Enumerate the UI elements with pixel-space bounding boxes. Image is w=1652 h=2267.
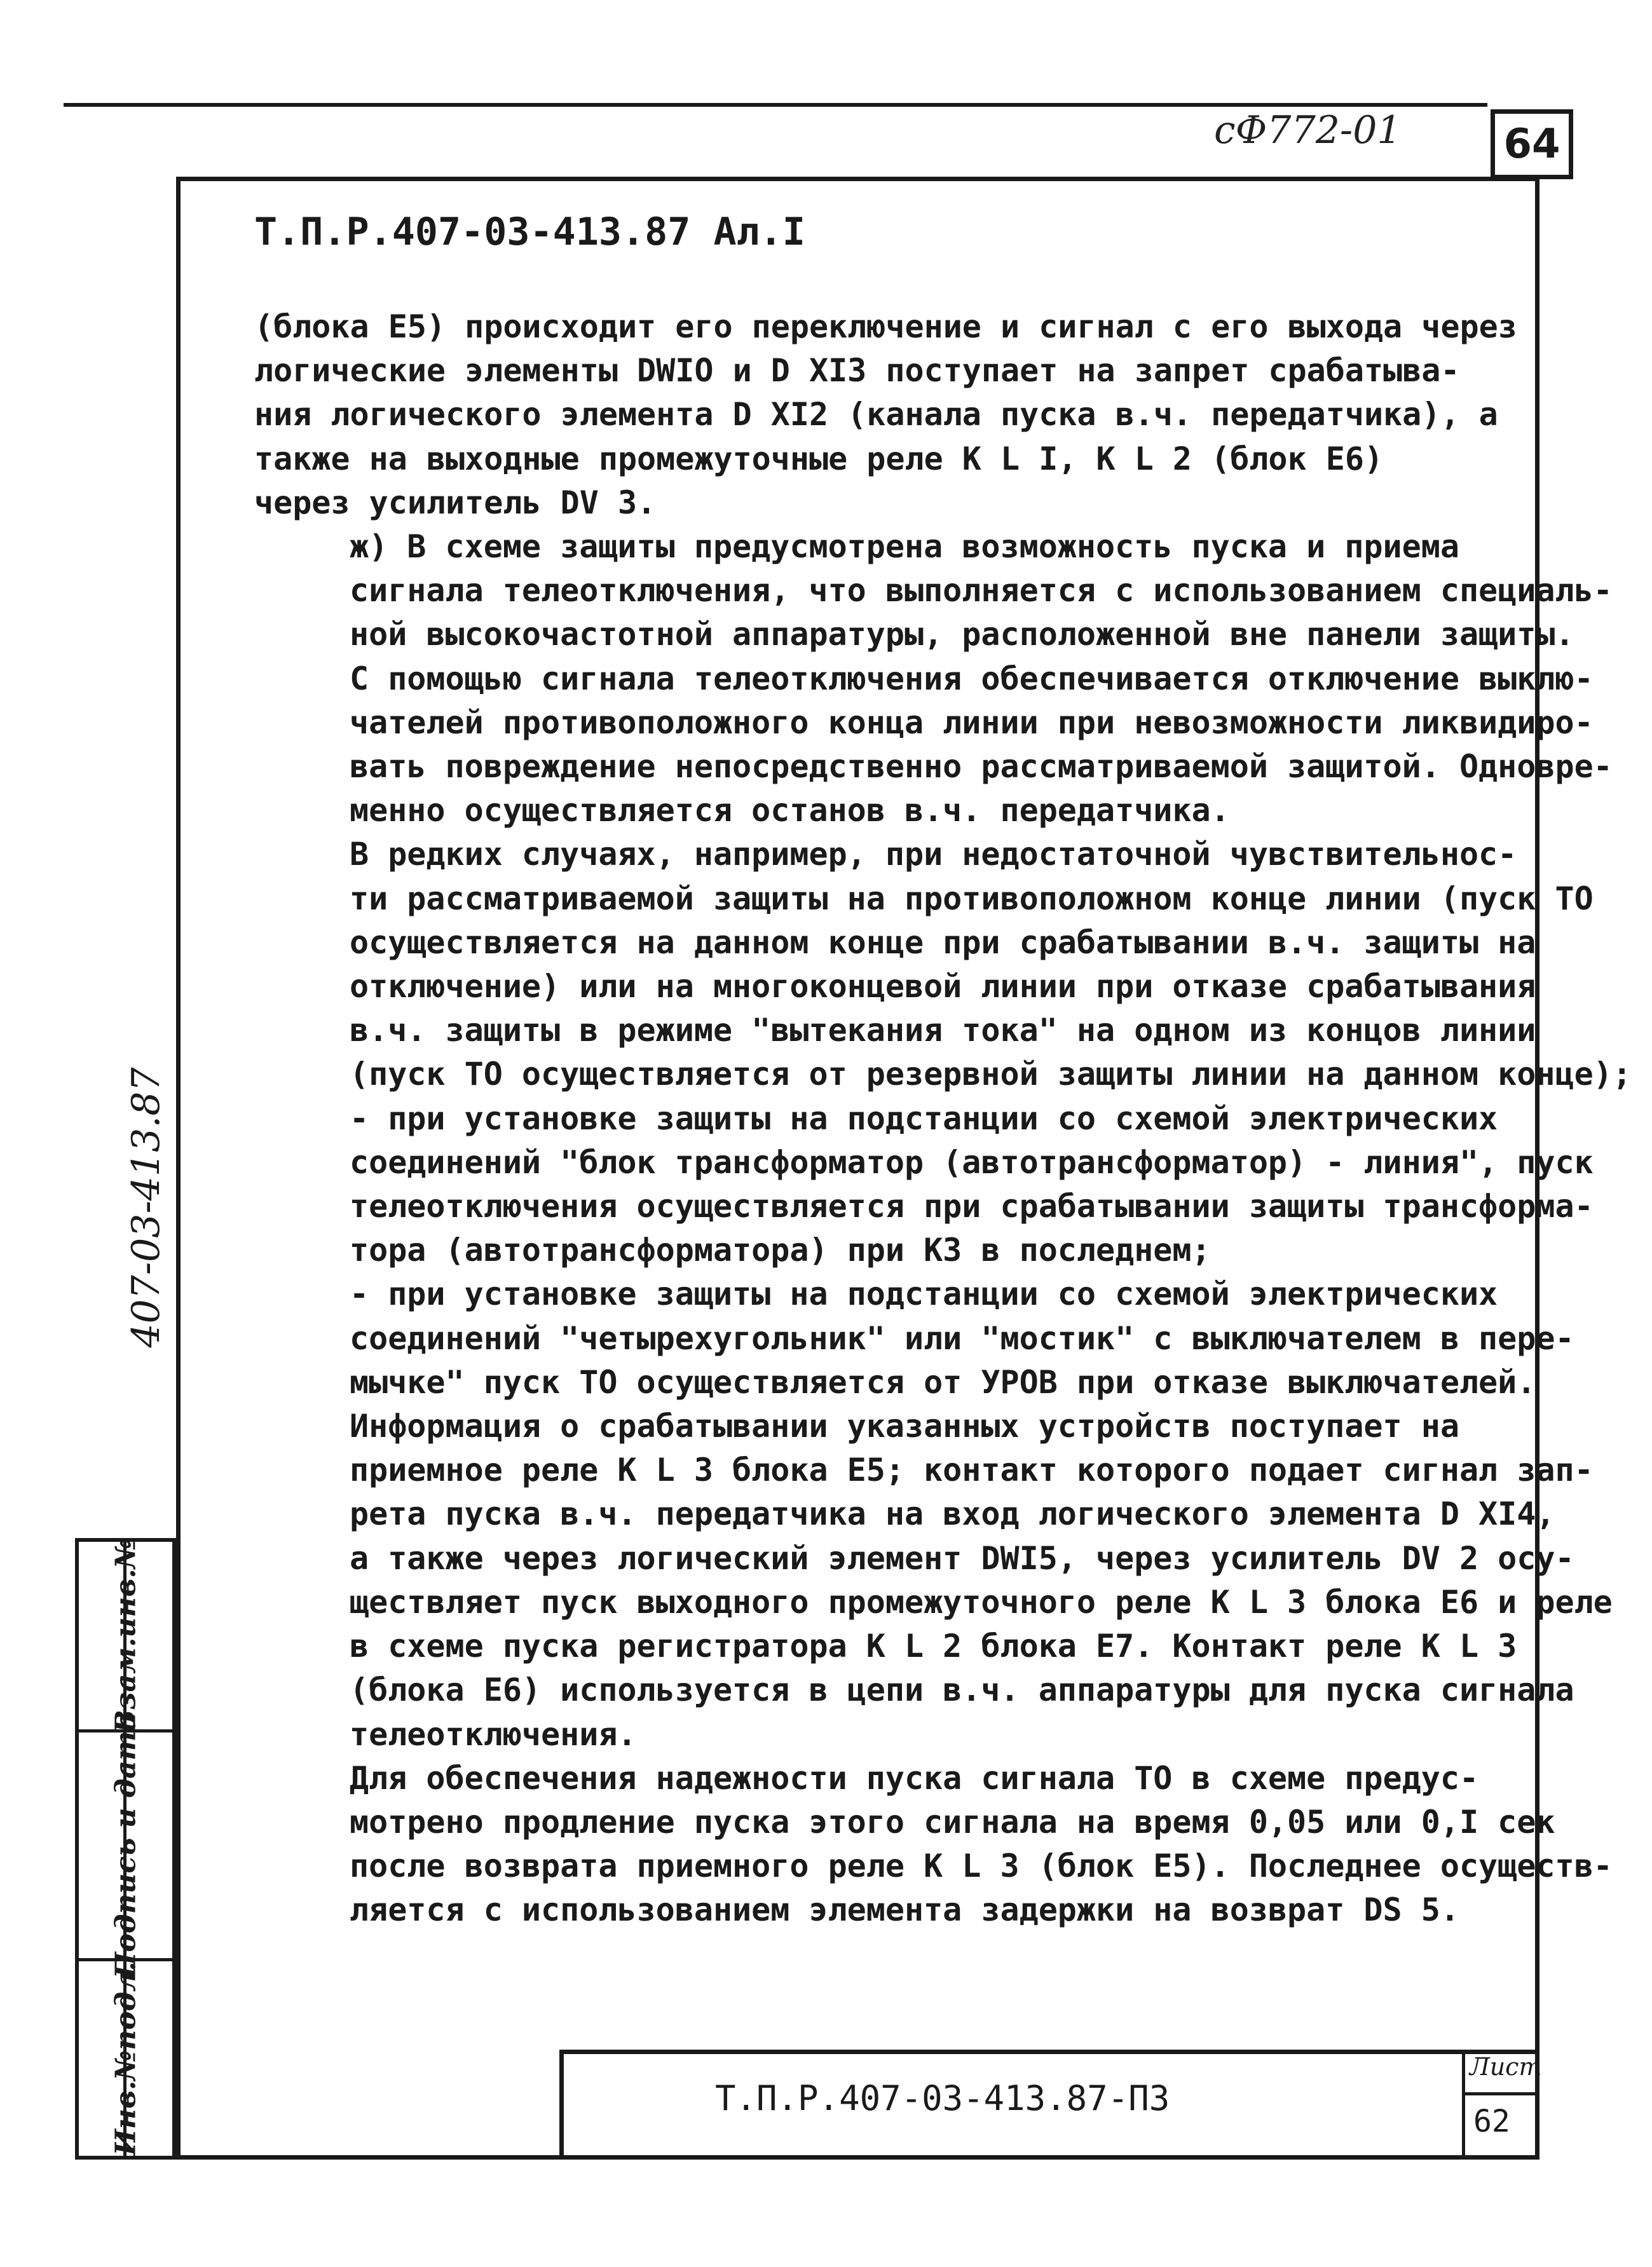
paragraph [254,525,1613,833]
text-line: после возврата приемного реле К L 3 (блок Е5). Последнее осуществ- [350,1848,1613,1885]
text-line: ж) В схеме защиты предусмотрена возможность пуска и приема [350,528,1459,566]
side-archive-code-text: 407-03-413.87 [124,1067,168,1348]
paragraph [254,1405,1613,1757]
paragraph [254,1757,1613,1933]
stamp-label-signature: Подпись и дата [109,1712,142,1978]
text-line: ной высокочастотной аппаратуры, расположенной вне панели защиты. [350,616,1574,653]
text-line: рета пуска в.ч. передатчика на вход логического элемента D XI4, [350,1495,1555,1533]
text-line: Для обеспечения надежности пуска сигнала ТО в схеме предус- [350,1759,1479,1797]
paragraph [254,833,1632,1096]
text-line: ществляет пуск выходного промежуточного реле К L 3 блока Е6 и реле [350,1583,1613,1621]
text-line: мотрено продление пуска этого сигнала на время 0,05 или 0,I сек [350,1803,1555,1841]
stamp-label-inventory: Инв.№подл. [109,1961,142,2156]
side-archive-code [114,1030,178,1385]
text-line: через усилитель DV 3. [254,484,657,521]
handwritten-code: сФ772-01 [1214,108,1402,153]
text-line: также на выходные промежуточные реле К L I, К L 2 (блок Е6) [254,440,1384,477]
text-line: телеотключения. [350,1715,637,1753]
text-line: сигнала телеотключения, что выполняется с использованием специаль- [350,572,1613,609]
text-line: соединений "блок трансформатор (автотрансформатор) - линия", пуск [350,1143,1594,1181]
text-line: телеотключения осуществляется при срабатывании защиты трансформа- [350,1188,1594,1225]
text-line: осуществляется на данном конце при срабатывании в.ч. защиты на [350,923,1536,961]
text-line: (пуск ТО осуществляется от резервной защиты линии на данном конце); [350,1056,1632,1093]
paragraph [254,1097,1594,1273]
stamp-cell-signature [79,1712,172,1978]
text-line: соединений "четырехугольник" или "мостик" с выключателем в пере- [350,1319,1574,1357]
sheet-number: 62 [1473,2104,1510,2139]
text-line: мычке" пуск ТО осуществляется от УРОВ при отказе выключателей. [350,1363,1536,1401]
sheet-label: Лист [1470,2053,1542,2081]
text-line: вать повреждение непосредственно рассматриваемой защитой. Одновре- [350,748,1613,786]
text-line: а также через логический элемент DWI5, через усилитель DV 2 осу- [350,1539,1574,1577]
text-line: ти рассматриваемой защиты на противоположном конце линии (пуск ТО [350,880,1594,917]
text-line: менно осуществляется останов в.ч. передатчика. [350,792,1230,829]
approval-stamp [75,1538,176,2160]
text-line: приемное реле К L 3 блока Е5; контакт которого подает сигнал зап- [350,1452,1594,1489]
footer-doc-code: Т.П.Р.407-03-413.87-ПЗ [715,2078,1170,2118]
stamp-label-replacement: Взам.инв.№ [109,1537,142,1734]
text-line: логические элементы DWIO и D XI3 поступает на запрет срабатыва- [254,352,1460,390]
document-body [254,305,1632,1933]
top-rule [64,103,1487,107]
paragraph [254,305,1526,525]
text-line: С помощью сигнала телеотключения обеспечивается отключение выклю- [350,660,1594,697]
stamp-cell-replacement [79,1537,172,1734]
document-header: Т.П.Р.407-03-413.87 Ал.I [254,210,805,254]
paragraph [254,1272,1574,1405]
stamp-cell-inventory [79,1961,172,2156]
text-line: (блока Е6) используется в цепи в.ч. аппаратуры для пуска сигнала [350,1671,1574,1709]
text-line: тора (автотрансформатора) при КЗ в последнем; [350,1232,1211,1269]
text-line: чателей противоположного конца линии при невозможности ликвидиро- [350,704,1594,741]
sheet-divider [1462,2092,1539,2095]
text-line: ляется с использованием элемента задержки на возврат DS 5. [350,1891,1459,1929]
text-line: ния логического элемента D XI2 (канала пуска в.ч. передатчика), а [254,396,1498,433]
text-line: В редких случаях, например, при недостаточной чувствительнос- [350,836,1517,873]
text-line: в.ч. защиты в режиме "вытекания тока" на одном из концов линии [350,1012,1536,1049]
text-line: - при установке защиты на подстанции со схемой электрических [350,1099,1498,1137]
page-number: 64 [1491,109,1573,179]
text-line: - при установке защиты на подстанции со схемой электрических [350,1276,1498,1313]
text-line: Информация о срабатывании указанных устройств поступает на [350,1408,1459,1445]
text-line: отключение) или на многоконцевой линии при отказе срабатывания [350,968,1536,1005]
text-line: (блока Е5) происходит его переключение и сигнал с его выхода через [254,308,1517,345]
text-line: в схеме пуска регистратора К L 2 блока Е7. Контакт реле К L 3 [350,1628,1517,1665]
